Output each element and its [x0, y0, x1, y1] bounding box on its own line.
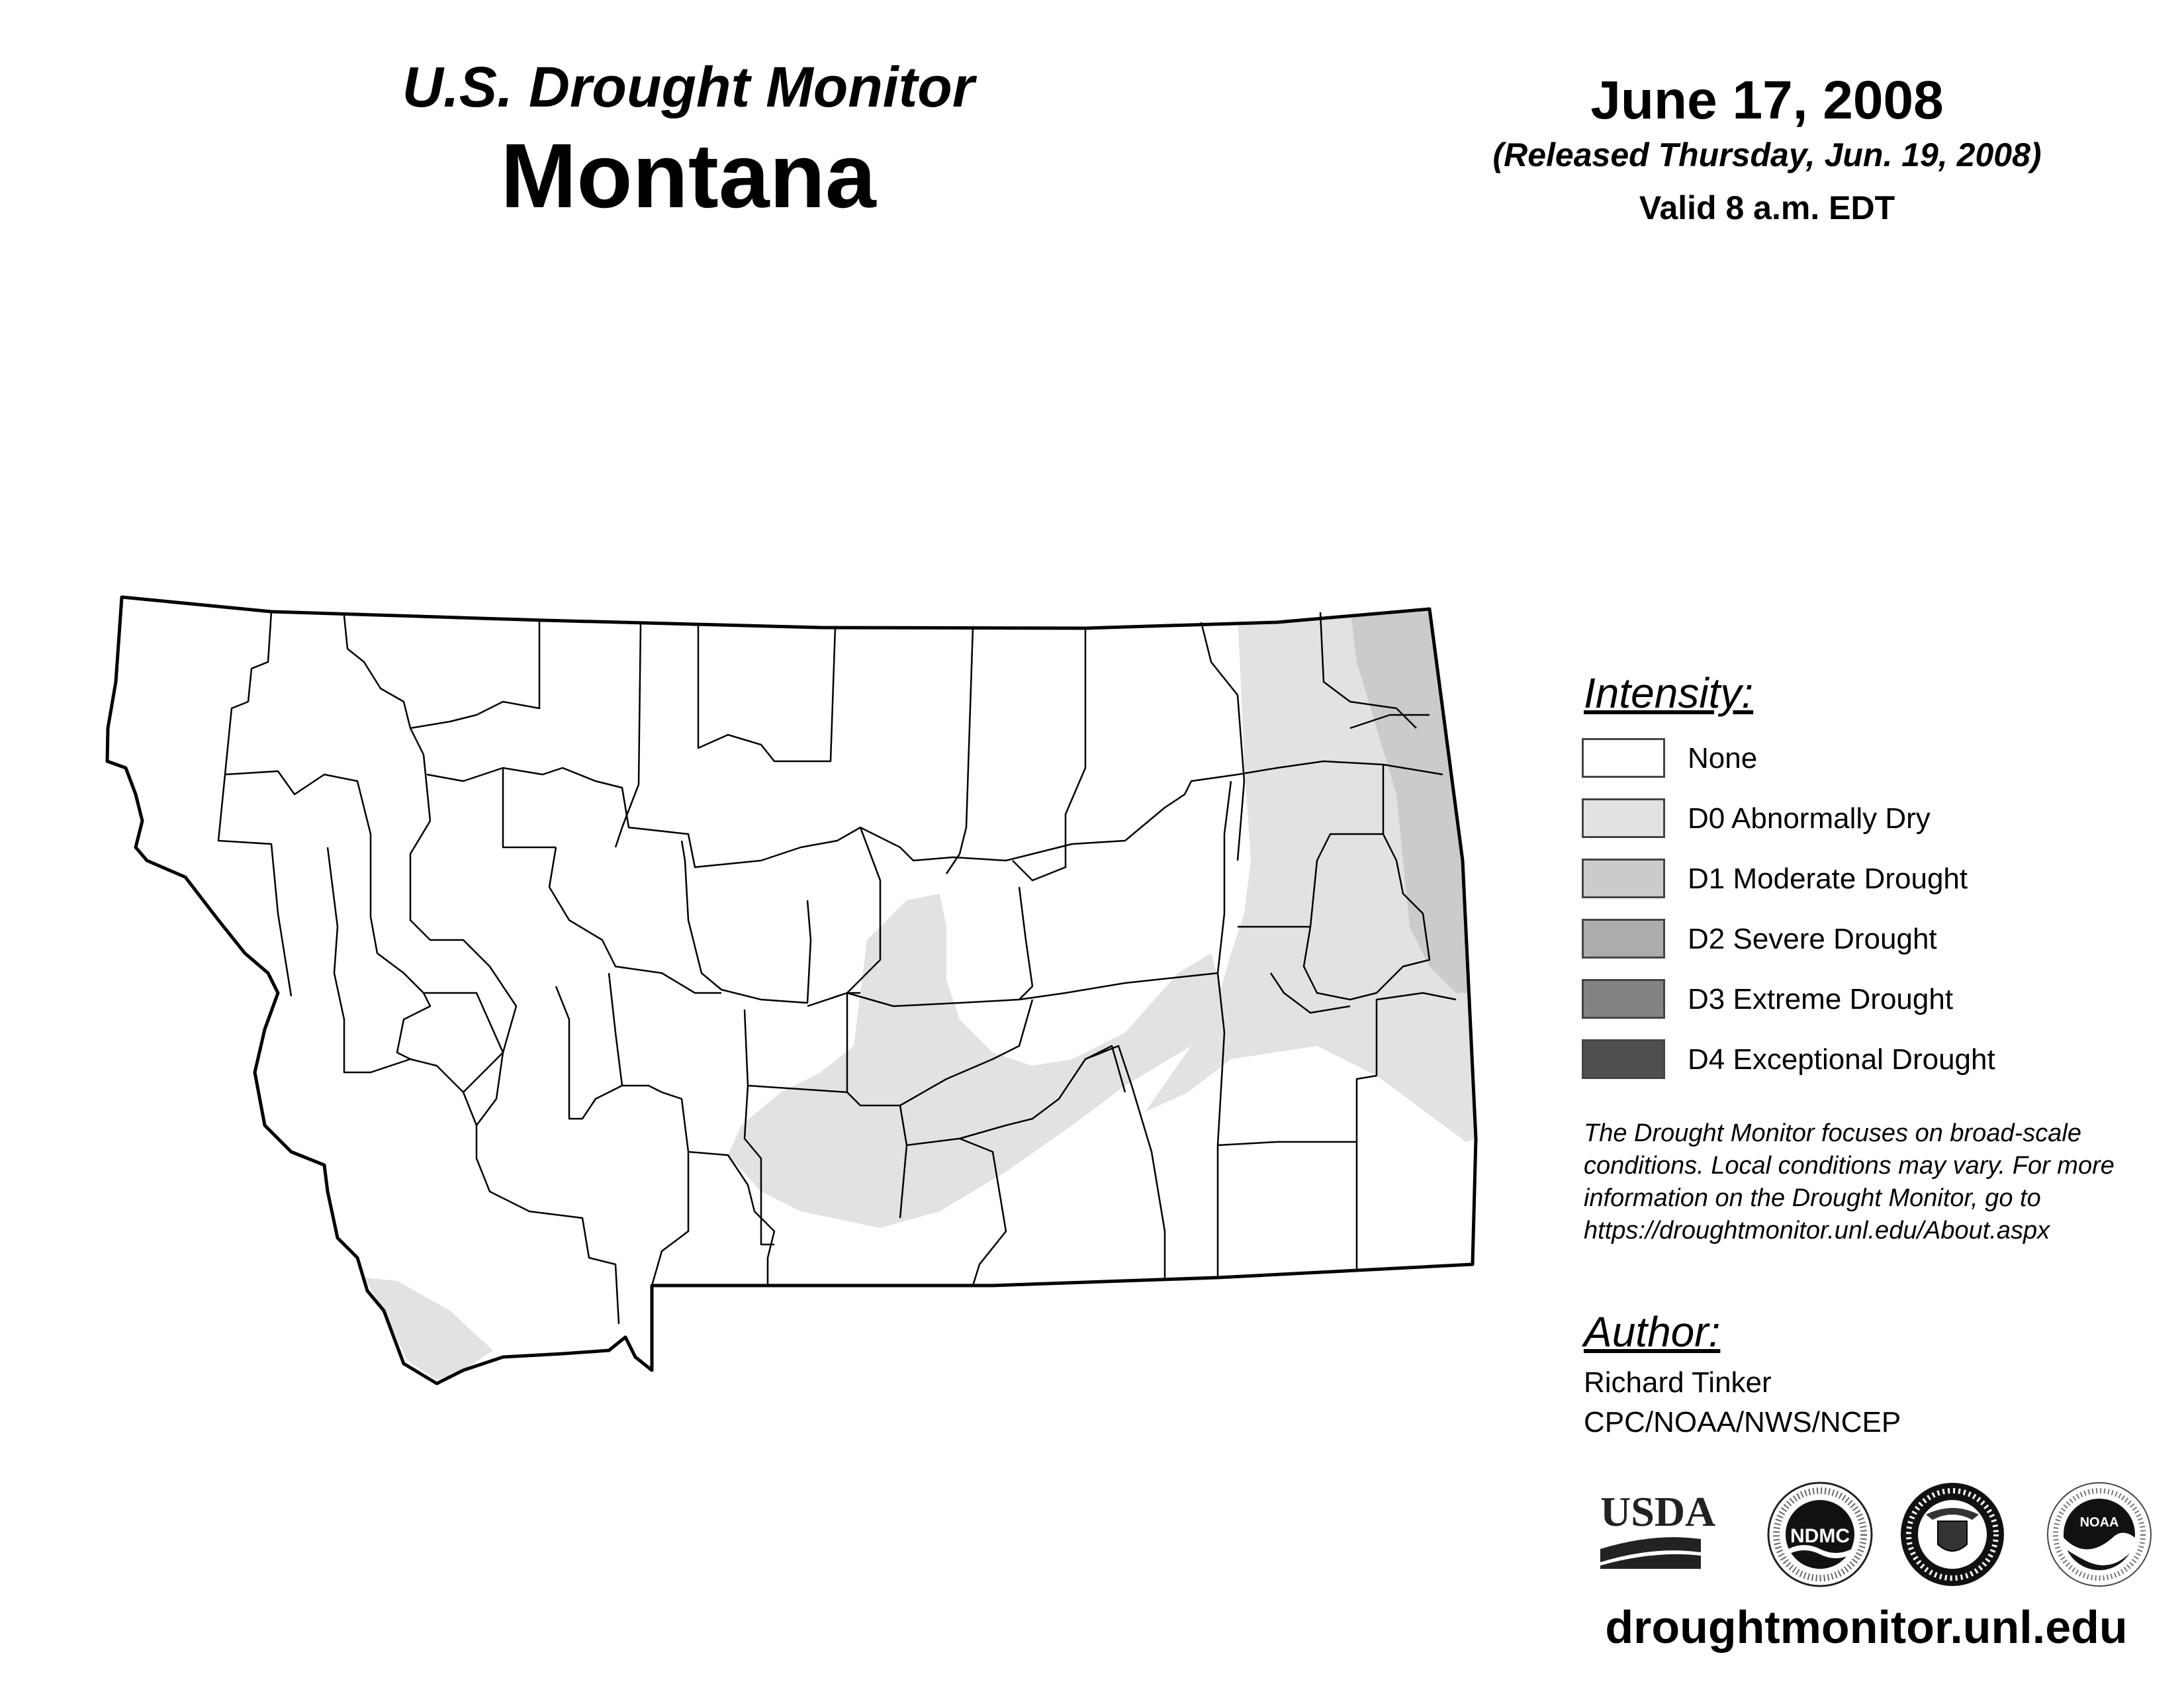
- legend-swatch-none: [1582, 738, 1665, 778]
- note-line: conditions. Local conditions may vary. For more: [1584, 1152, 2115, 1180]
- commerce-seal-logo: [1901, 1483, 2004, 1586]
- legend-label: D2 Severe Drought: [1688, 923, 1937, 955]
- legend-label: None: [1688, 742, 1758, 774]
- legend-label: D4 Exceptional Drought: [1688, 1043, 1995, 1076]
- author-org: CPC/NOAA/NWS/NCEP: [1584, 1406, 1901, 1438]
- noaa-logo-text: NOAA: [2079, 1515, 2119, 1530]
- monitor-title: U.S. Drought Monitor: [402, 56, 975, 119]
- state-title: Montana: [500, 124, 876, 227]
- legend-swatch-d4: [1582, 1039, 1665, 1079]
- note-line: information on the Drought Monitor, go to: [1584, 1184, 2041, 1212]
- note-url-line: https://droughtmonitor.unl.edu/About.aspx: [1584, 1217, 2050, 1244]
- author-title: Author:: [1584, 1308, 1721, 1356]
- legend-swatch-d2: [1582, 919, 1665, 959]
- legend-swatch-d3: [1582, 979, 1665, 1019]
- author-name: Richard Tinker: [1584, 1366, 1772, 1399]
- agency-logos: [1582, 1476, 2164, 1595]
- legend-label: D1 Moderate Drought: [1688, 863, 1968, 895]
- map-date: June 17, 2008: [1590, 70, 1944, 130]
- note-line: The Drought Monitor focuses on broad-scale: [1584, 1119, 2081, 1147]
- legend-swatch-d0: [1582, 798, 1665, 838]
- usda-logo-text: USDA: [1600, 1488, 1716, 1535]
- site-url[interactable]: droughtmonitor.unl.edu: [1605, 1601, 2128, 1653]
- usda-logo: [1600, 1488, 1715, 1569]
- release-date: (Released Thursday, Jun. 19, 2008): [1492, 136, 2042, 174]
- disclaimer-note: [1584, 1117, 2166, 1247]
- ndmc-logo: [1768, 1483, 1872, 1586]
- legend-label: D3 Extreme Drought: [1688, 983, 1954, 1015]
- legend-swatch-d1: [1582, 859, 1665, 898]
- noaa-logo: [2048, 1483, 2151, 1586]
- valid-time: Valid 8 a.m. EDT: [1639, 189, 1895, 227]
- legend-title: Intensity:: [1584, 669, 1754, 717]
- ndmc-logo-text: NDMC: [1790, 1525, 1850, 1547]
- legend-label: D0 Abnormally Dry: [1688, 802, 1931, 835]
